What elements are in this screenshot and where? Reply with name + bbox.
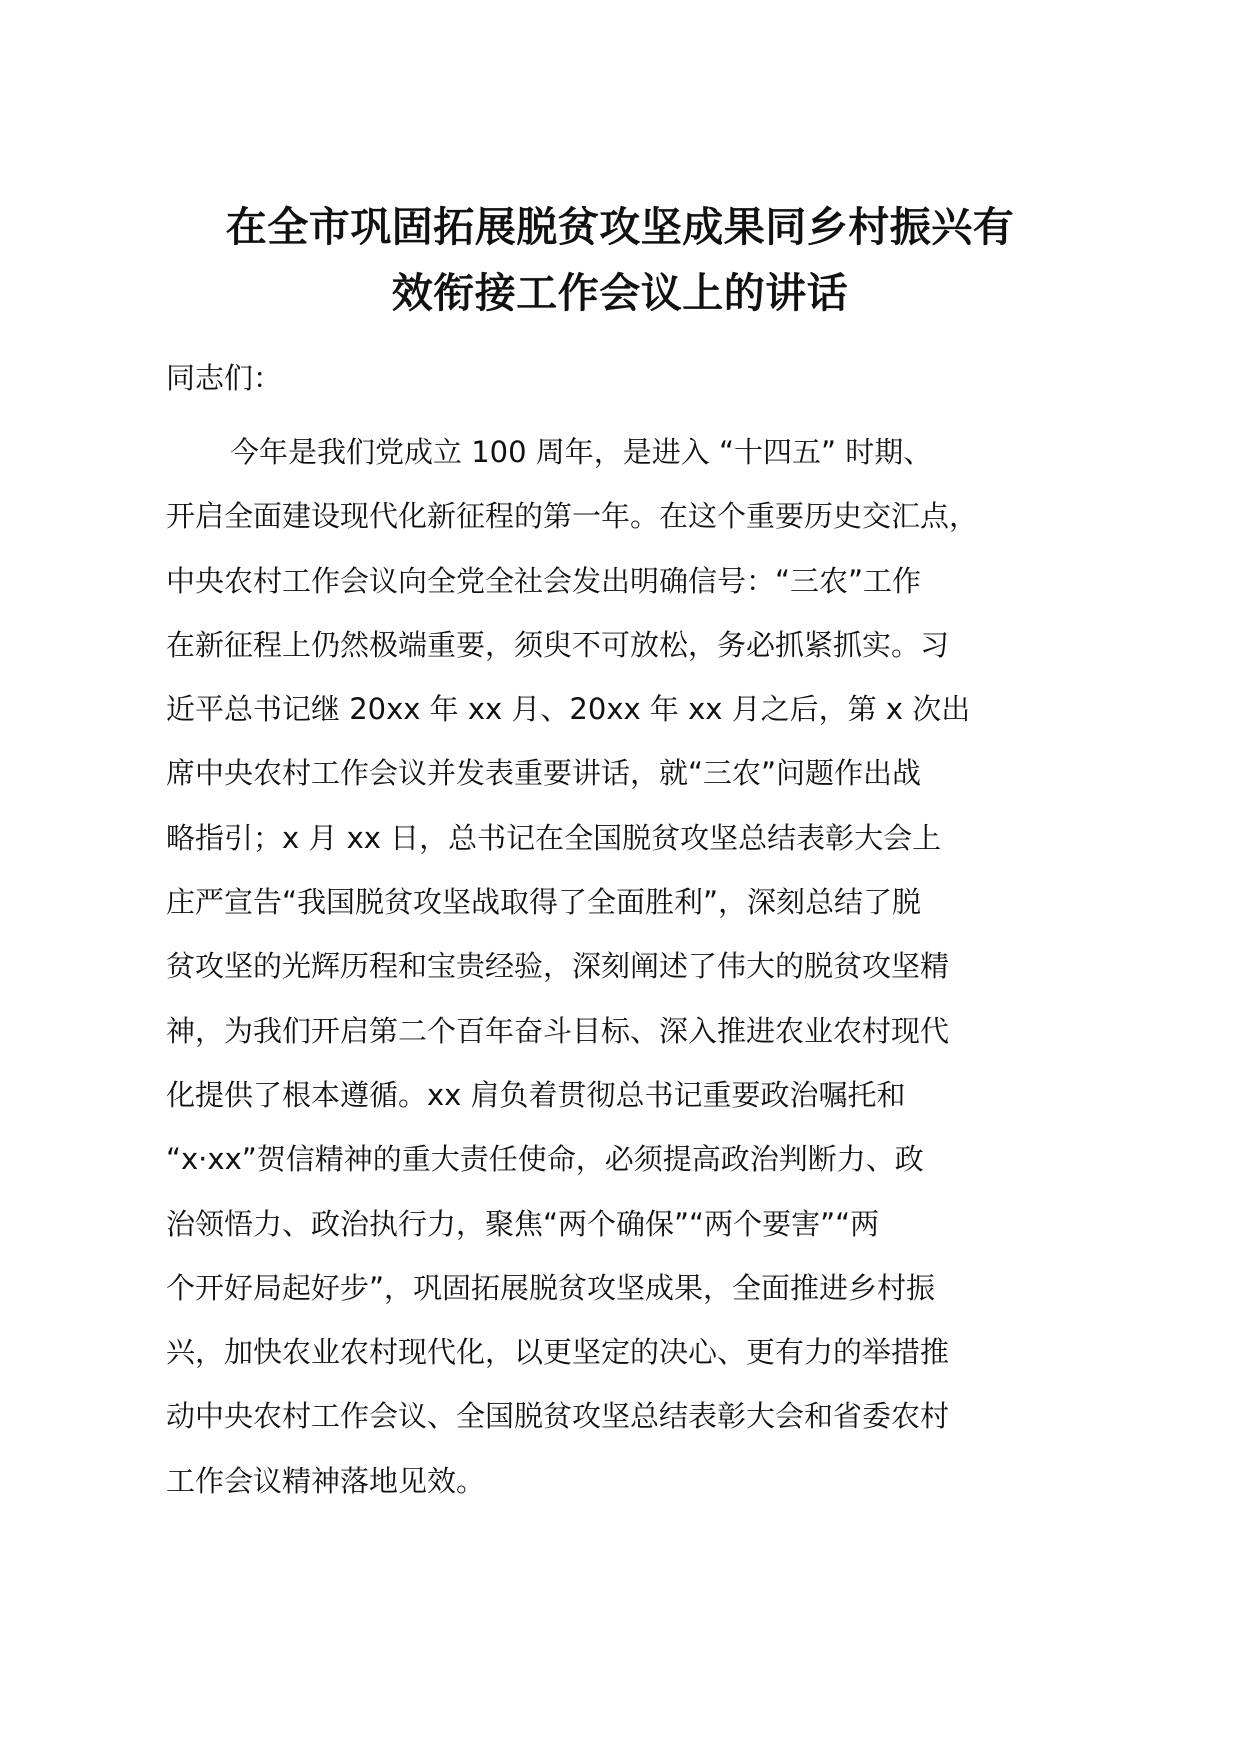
paragraph-line-13: 治领悟力、政治执行力，聚焦“两个确保”“两个要害”“两 [166, 1206, 880, 1241]
paragraph-line-1: 今年是我们党成立 100 周年，是进入 “十四五” 时期、 [230, 435, 933, 469]
paragraph-line-16: 动中央农村工作会议、全国脱贫攻坚总结表彰大会和省委农村 [166, 1399, 950, 1434]
paragraph-line-10: 神，为我们开启第二个百年奋斗目标、深入推进农业农村现代 [166, 1013, 950, 1048]
paragraph-line-11: 化提供了根本遵循。xx 肩负着贯彻总书记重要政治嘱托和 [166, 1077, 906, 1112]
paragraph-line-12: “x·xx”贺信精神的重大责任使命，必须提高政治判断力、政 [166, 1142, 924, 1177]
salutation: 同志们： [166, 361, 283, 395]
title-line-2: 效衔接工作会议上的讲话 [391, 269, 849, 317]
paragraph-line-15: 兴，加快农业农村现代化，以更坚定的决心、更有力的举措推 [166, 1335, 950, 1370]
paragraph-line-8: 庄严宣告“我国脱贫攻坚战取得了全面胜利”，深刻总结了脱 [166, 885, 922, 920]
document-title [150, 194, 1090, 326]
paragraph-line-6: 席中央农村工作会议并发表重要讲话，就“三农”问题作出战 [166, 756, 922, 791]
body-paragraph [166, 420, 1126, 1513]
paragraph-line-7: 略指引；x 月 xx 日，总书记在全国脱贫攻坚总结表彰大会上 [166, 820, 942, 855]
paragraph-line-3: 中央农村工作会议向全党全社会发出明确信号：“三农”工作 [166, 563, 922, 598]
paragraph-line-14: 个开好局起好步”，巩固拓展脱贫攻坚成果，全面推进乡村振 [166, 1270, 936, 1305]
paragraph-line-17: 工作会议精神落地见效。 [166, 1463, 486, 1498]
title-line-1: 在全市巩固拓展脱贫攻坚成果同乡村振兴有 [225, 203, 1015, 251]
paragraph-line-5: 近平总书记继 20xx 年 xx 月、20xx 年 xx 月之后，第 x 次出 [166, 692, 971, 727]
paragraph-line-9: 贫攻坚的光辉历程和宝贵经验，深刻阐述了伟大的脱贫攻坚精 [166, 949, 950, 984]
paragraph-line-2: 开启全面建设现代化新征程的第一年。在这个重要历史交汇点， [166, 499, 979, 534]
paragraph-line-4: 在新征程上仍然极端重要，须臾不可放松，务必抓紧抓实。习 [166, 627, 950, 662]
